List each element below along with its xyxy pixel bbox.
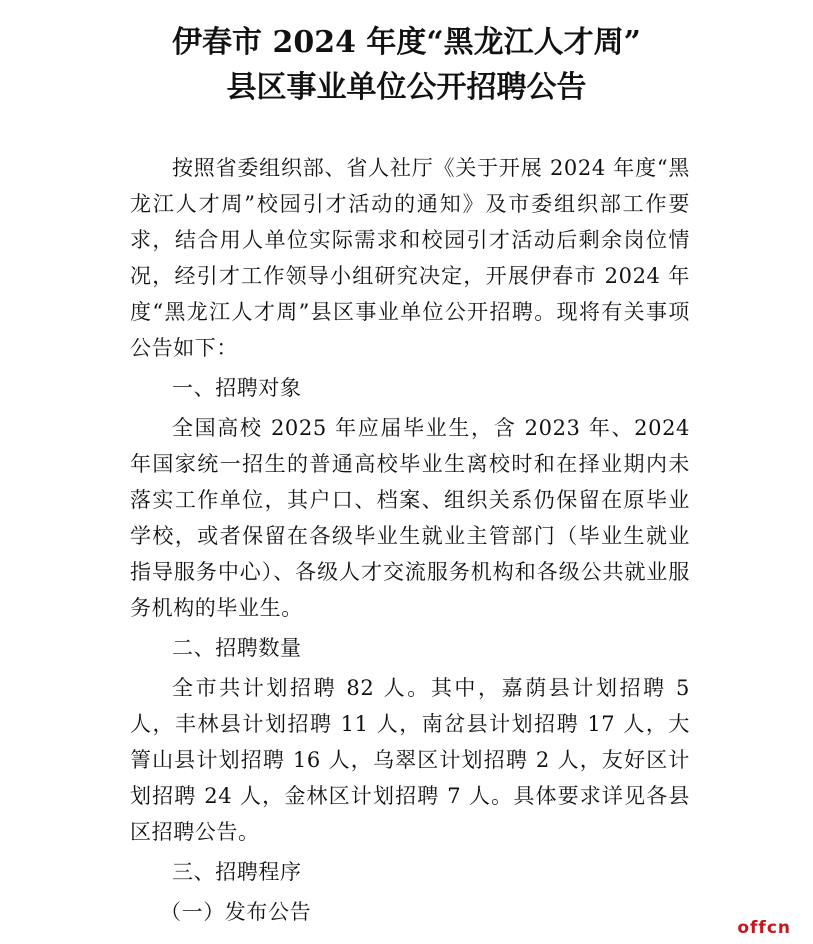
- intro-paragraph: 按照省委组织部、省人社厅《关于开展 2024 年度“黑龙江人才周”校园引才活动的通知》及市委组织部工作要求，结合用人单位实际需求和校园引才活动后剩余岗位情况，经引才工作领导小组研究决定，开展伊春市 2024 年度“黑龙江人才周”县区事业单位公开招聘。现将有关事项公告如下：: [130, 156, 690, 360]
- document-title-line-1: 伊春市 2024 年度“黑龙江人才周”: [172, 25, 641, 60]
- document-body: [130, 150, 690, 930]
- section-2-heading: 二、招聘数量: [172, 636, 302, 660]
- offcn-watermark: offcn: [737, 918, 791, 938]
- section-1-paragraph: 全国高校 2025 年应届毕业生，含 2023 年、2024 年国家统一招生的普通高校毕业生离校时和在择业期内未落实工作单位，其户口、档案、组织关系仍保留在原毕业学校，或者保留在各级毕业生就业主管部门（毕业生就业指导服务中心）、各级人才交流服务机构和各级公共就业服务机构的毕业生。: [130, 416, 690, 620]
- document-title-line-2: 县区事业单位公开招聘公告: [226, 70, 587, 105]
- section-3-heading: 三、招聘程序: [172, 860, 302, 884]
- section-2-paragraph: 全市共计划招聘 82 人。其中，嘉荫县计划招聘 5 人，丰林县计划招聘 11 人，南岔县计划招聘 17 人，大箐山县计划招聘 16 人，乌翠区计划招聘 2 人，友好区计划招聘 24 人，金林区计划招聘 7 人。具体要求详见各县区招聘公告。: [130, 676, 690, 844]
- section-3-subheading: （一）发布公告: [160, 900, 312, 924]
- section-1-heading: 一、招聘对象: [172, 376, 302, 400]
